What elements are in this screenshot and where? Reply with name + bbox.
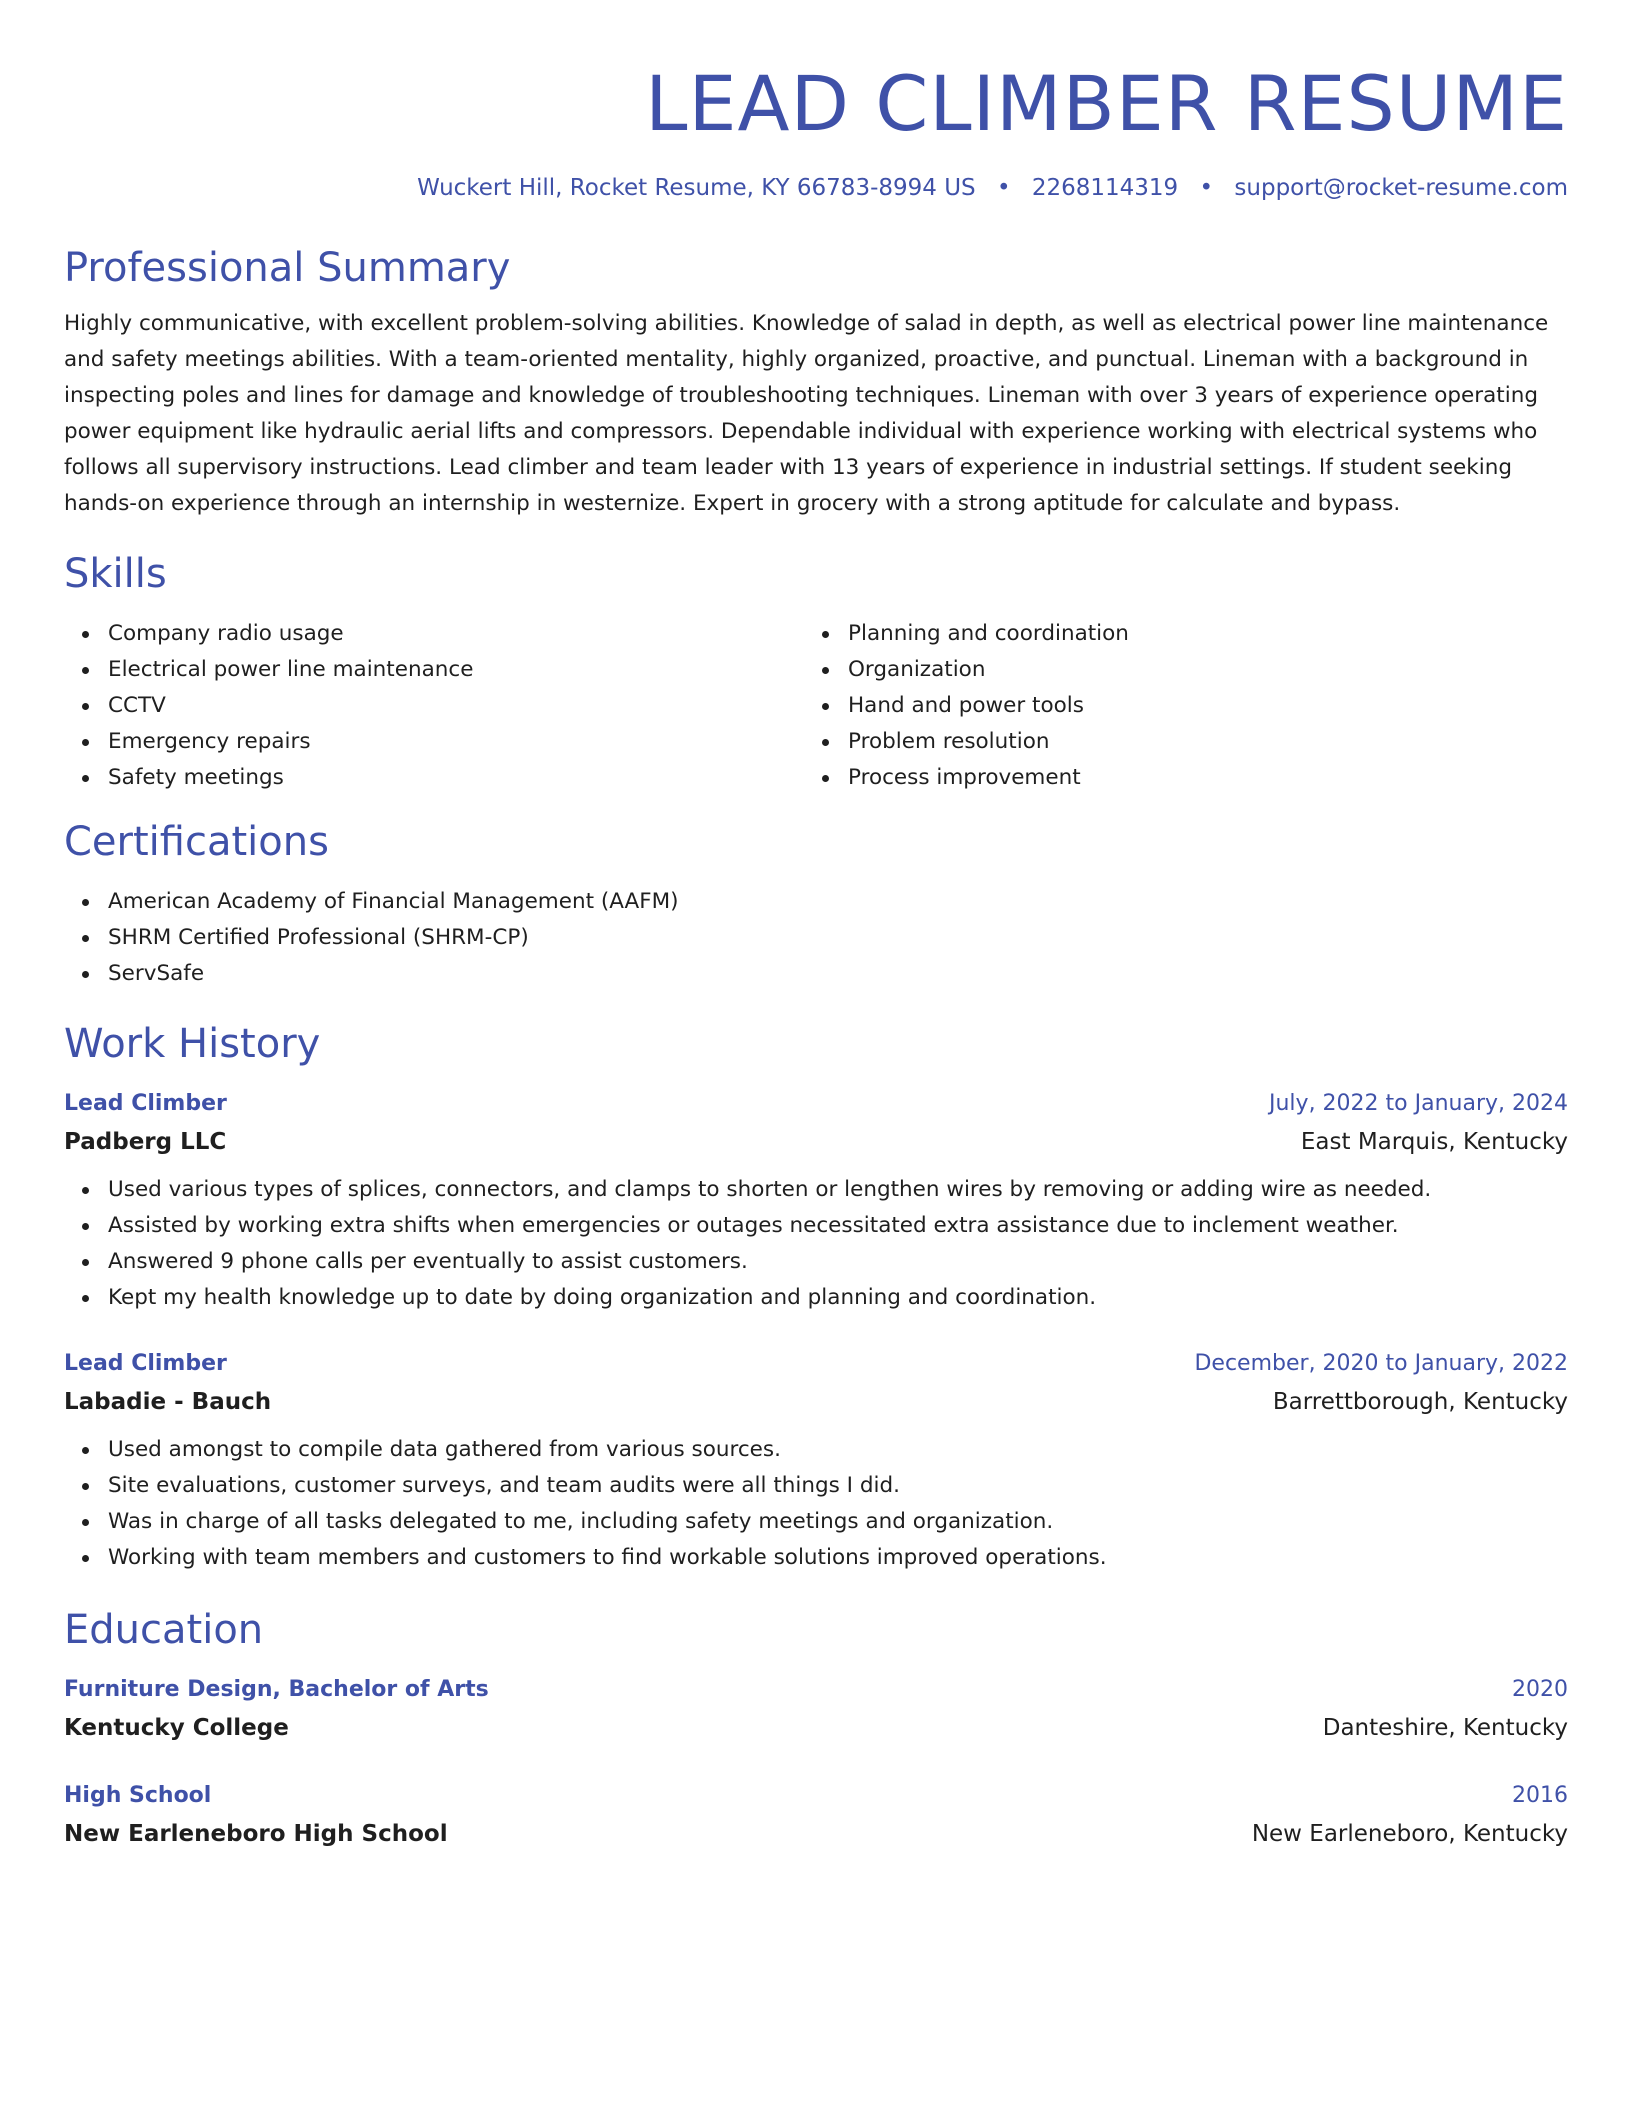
job-bullet: Kept my health knowledge up to date by doing organization and planning and coordination. — [108, 1280, 1568, 1316]
skill-item: Emergency repairs — [108, 724, 804, 760]
education-section — [64, 1604, 1568, 1854]
contact-line — [64, 172, 1568, 204]
skills-column-left — [64, 616, 804, 796]
education-year: 2016 — [1512, 1783, 1568, 1808]
job-bullet: Assisted by working extra shifts when emergencies or outages necessitated extra assistance due to inclement weather. — [108, 1208, 1568, 1244]
job-title: Lead Climber — [64, 1091, 227, 1116]
job-bullet: Site evaluations, customer surveys, and team audits were all things I did. — [108, 1468, 1568, 1504]
certification-item: American Academy of Financial Management (AAFM) — [108, 884, 1568, 920]
section-title-skills: Skills — [64, 551, 167, 597]
contact-separator: • — [996, 175, 1011, 201]
job-bullet: Used amongst to compile data gathered from various sources. — [108, 1432, 1568, 1468]
education-school: New Earleneboro High School — [64, 1821, 448, 1847]
job-entry — [64, 1346, 1568, 1576]
skills-grid — [64, 616, 1568, 796]
job-entry — [64, 1086, 1568, 1316]
skill-item: Hand and power tools — [848, 688, 1544, 724]
section-title-work: Work History — [64, 1021, 321, 1067]
education-school: Kentucky College — [64, 1715, 289, 1741]
job-location: East Marquis, Kentucky — [1300, 1129, 1568, 1155]
contact-email: support@rocket-resume.com — [1234, 175, 1568, 201]
job-location: Barrettborough, Kentucky — [1272, 1389, 1568, 1415]
education-year: 2020 — [1512, 1677, 1568, 1702]
skill-item: Safety meetings — [108, 760, 804, 796]
job-company: Labadie - Bauch — [64, 1389, 272, 1415]
skill-item: Company radio usage — [108, 616, 804, 652]
education-degree: High School — [64, 1783, 212, 1808]
skills-section — [64, 548, 1568, 796]
contact-address: Wuckert Hill, Rocket Resume, KY 66783-8994 US — [417, 175, 976, 201]
job-bullet: Answered 9 phone calls per eventually to assist customers. — [108, 1244, 1568, 1280]
certifications-section — [64, 816, 1568, 992]
job-title: Lead Climber — [64, 1351, 227, 1376]
job-bullet: Was in charge of all tasks delegated to me, including safety meetings and organization. — [108, 1504, 1568, 1540]
work-history-section — [64, 1018, 1568, 1576]
job-dates: July, 2022 to January, 2024 — [1269, 1091, 1568, 1116]
education-entry — [64, 1672, 1568, 1748]
skill-item: Problem resolution — [848, 724, 1544, 760]
resume-name: LEAD CLIMBER RESUME — [645, 59, 1568, 148]
summary-text: Highly communicative, with excellent problem-solving abilities. Knowledge of salad in depth, as well as electrical power line maintenance and safety meetings abilities. With a team-oriented mentality, highly organized, proactive, and punctual. Lineman with a background in inspecting poles and lines for damage and knowledge of troubleshooting techniques. Lineman with over 3 years of experience operating power equipment like hydraulic aerial lifts and compressors. Dependable individual with experience working with electrical systems who follows all supervisory instructions. Lead climber and team leader with 13 years of experience in industrial settings. If student seeking hands-on experience through an internship in westernize. Expert in grocery with a strong aptitude for calculate and bypass. — [64, 311, 1549, 516]
education-location: New Earleneboro, Kentucky — [1251, 1821, 1568, 1847]
contact-phone: 2268114319 — [1031, 175, 1179, 201]
education-entry — [64, 1778, 1568, 1854]
summary-section — [64, 242, 1568, 522]
certification-item: SHRM Certified Professional (SHRM-CP) — [108, 920, 1568, 956]
education-location: Danteshire, Kentucky — [1322, 1715, 1568, 1741]
job-dates: December, 2020 to January, 2022 — [1194, 1351, 1568, 1376]
skills-column-right — [804, 616, 1544, 796]
certification-item: ServSafe — [108, 956, 1568, 992]
skill-item: Planning and coordination — [848, 616, 1544, 652]
skill-item: CCTV — [108, 688, 804, 724]
section-title-summary: Professional Summary — [64, 245, 511, 291]
skill-item: Electrical power line maintenance — [108, 652, 804, 688]
job-bullet: Working with team members and customers to find workable solutions improved operations. — [108, 1540, 1568, 1576]
education-degree: Furniture Design, Bachelor of Arts — [64, 1677, 489, 1702]
skill-item: Process improvement — [848, 760, 1544, 796]
job-bullet: Used various types of splices, connectors, and clamps to shorten or lengthen wires by removing or adding wire as needed. — [108, 1172, 1568, 1208]
section-title-certifications: Certifications — [64, 819, 329, 865]
job-company: Padberg LLC — [64, 1129, 227, 1155]
skill-item: Organization — [848, 652, 1544, 688]
section-title-education: Education — [64, 1607, 264, 1653]
contact-separator: • — [1199, 175, 1214, 201]
